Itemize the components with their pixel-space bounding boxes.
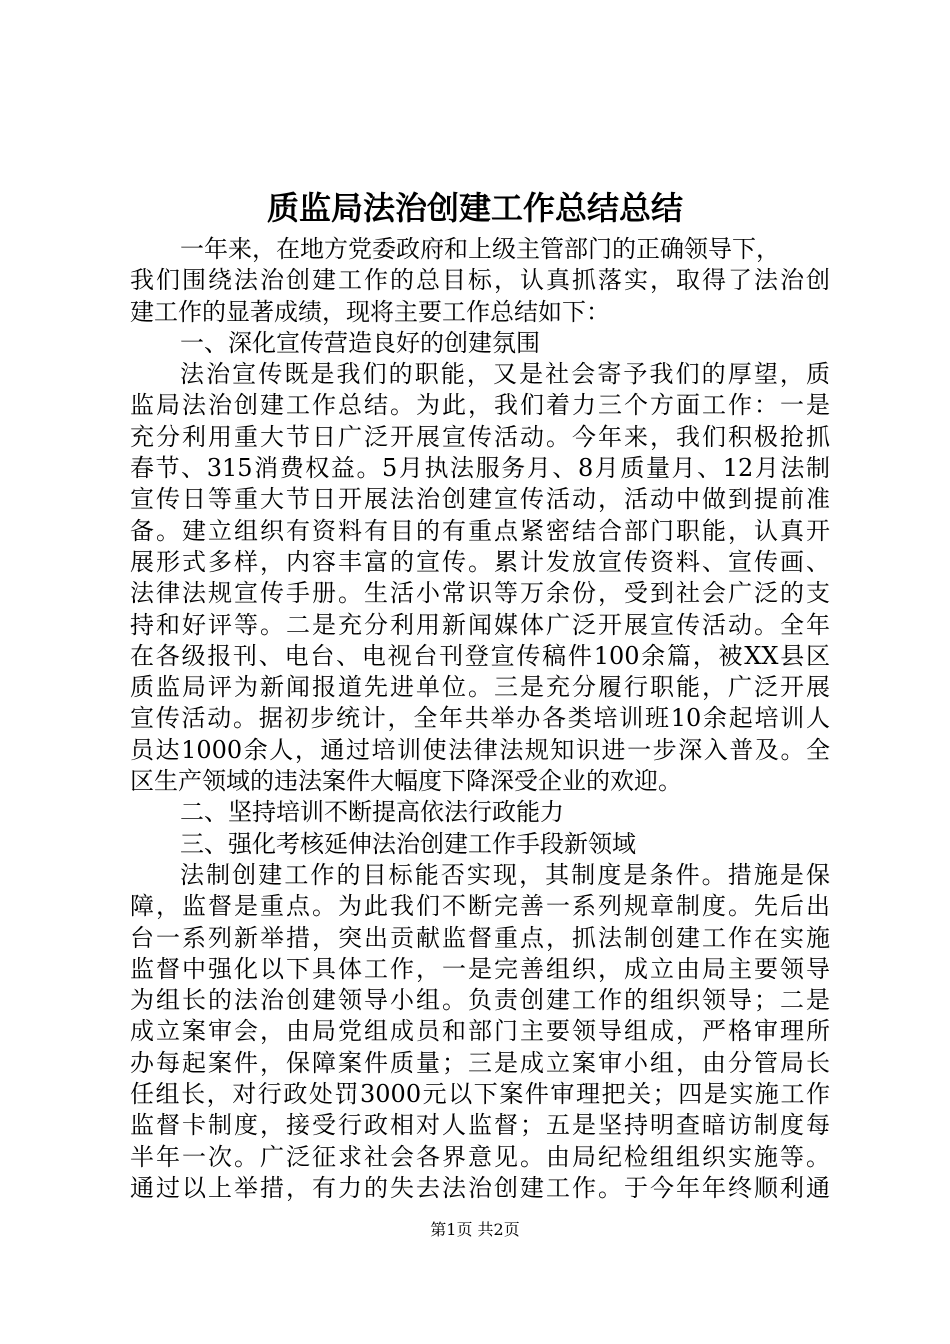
text-line: 我们围绕法治创建工作的总目标，认真抓落实，取得了法治创 xyxy=(130,266,830,295)
text-line: 持和好评等。二是充分利用新闻媒体广泛开展宣传活动。全年 xyxy=(130,610,830,639)
text-line: 为组长的法治创建领导小组。负责创建工作的组织领导；二是 xyxy=(130,986,830,1015)
document-title: 质监局法治创建工作总结总结 xyxy=(266,189,683,227)
text-line: 成立案审会，由局党组成员和部门主要领导组成，严格审理所 xyxy=(130,1017,830,1046)
text-line: 在各级报刊、电台、电视台刊登宣传稿件100余篇，被XX县区 xyxy=(130,641,830,670)
text-line: 监督中强化以下具体工作，一是完善组织，成立由局主要领导 xyxy=(130,954,830,983)
text-line: 展形式多样，内容丰富的宣传。累计发放宣传资料、宣传画、 xyxy=(130,547,830,576)
text-line: 法律法规宣传手册。生活小常识等万余份，受到社会广泛的支 xyxy=(130,579,830,608)
section-heading: 三、强化考核延伸法治创建工作手段新领域 xyxy=(180,829,636,858)
text-line: 监督卡制度，接受行政相对人监督；五是坚持明查暗访制度每 xyxy=(130,1111,830,1140)
text-line: 任组长，对行政处罚3000元以下案件审理把关；四是实施工作 xyxy=(130,1080,830,1109)
text-line: 建工作的显著成绩，现将主要工作总结如下： xyxy=(130,297,610,326)
text-line: 法治宣传既是我们的职能，又是社会寄予我们的厚望，质 xyxy=(180,360,830,389)
page-number: 第1页 共2页 xyxy=(430,1220,520,1239)
text-line: 充分利用重大节日广泛开展宣传活动。今年来，我们积极抢抓 xyxy=(130,422,830,451)
text-line: 员达1000余人，通过培训使法律法规知识进一步深入普及。全 xyxy=(130,735,830,764)
text-line: 障，监督是重点。为此我们不断完善一系列规章制度。先后出 xyxy=(130,892,830,921)
text-line: 备。建立组织有资料有目的有重点紧密结合部门职能，认真开 xyxy=(130,516,830,545)
text-line: 办每起案件，保障案件质量；三是成立案审小组，由分管局长 xyxy=(130,1048,830,1077)
text-line: 质监局评为新闻报道先进单位。三是充分履行职能，广泛开展 xyxy=(130,673,830,702)
text-line: 区生产领域的违法案件大幅度下降深受企业的欢迎。 xyxy=(130,767,682,796)
text-line: 台一系列新举措，突出贡献监督重点，抓法制创建工作在实施 xyxy=(130,923,830,952)
text-line: 春节、315消费权益。5月执法服务月、8月质量月、12月法制 xyxy=(130,454,830,483)
text-line: 一年来，在地方党委政府和上级主管部门的正确领导下， xyxy=(180,235,780,263)
text-line: 监局法治创建工作总结。为此，我们着力三个方面工作：一是 xyxy=(130,391,830,420)
document-body xyxy=(130,234,830,1204)
text-line: 半年一次。广泛征求社会各界意见。由局纪检组组织实施等。 xyxy=(130,1142,830,1171)
text-line: 法制创建工作的目标能否实现，其制度是条件。措施是保 xyxy=(180,860,830,889)
text-line: 通过以上举措，有力的失去法治创建工作。于今年年终顺利通 xyxy=(130,1173,830,1202)
section-heading: 二、坚持培训不断提高依法行政能力 xyxy=(180,798,564,827)
section-heading: 一、深化宣传营造良好的创建氛围 xyxy=(180,328,540,357)
text-line: 宣传日等重大节日开展法治创建宣传活动，活动中做到提前准 xyxy=(130,485,830,514)
text-line: 宣传活动。据初步统计，全年共举办各类培训班10余起培训人 xyxy=(130,704,830,733)
